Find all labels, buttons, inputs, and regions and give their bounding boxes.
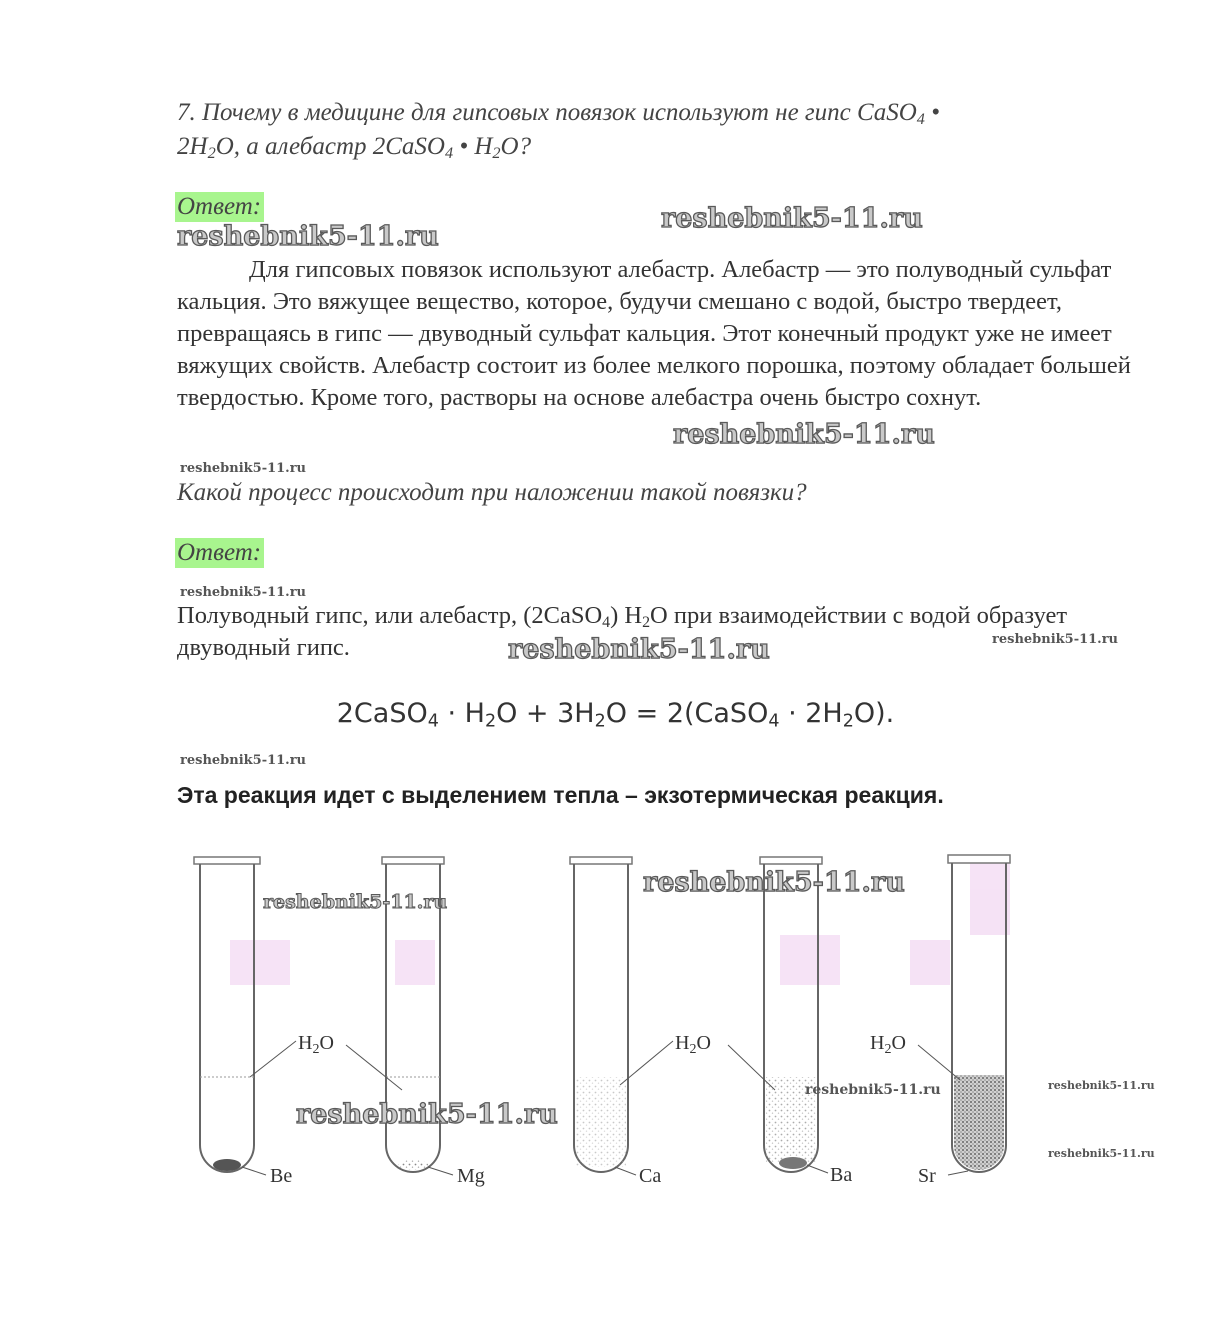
watermark-small: reshebnik5-11.ru <box>180 753 307 768</box>
watermark-small: reshebnik5-11.ru <box>805 1082 941 1098</box>
h2o-label-1: $H_2O$ <box>298 1032 334 1057</box>
watermark: reshebnik5-11.ru <box>177 221 439 252</box>
metal-label-ba: Ba <box>830 1164 853 1186</box>
metal-label-ca: Ca <box>639 1165 662 1187</box>
test-tube-be <box>194 857 260 1172</box>
watermark-small: reshebnik5-11.ru <box>1048 1079 1155 1092</box>
watermark: reshebnik5-11.ru <box>673 419 935 450</box>
watermark: reshebnik5-11.ru <box>296 1099 558 1130</box>
conclusion-text: Эта реакция идет с выделением тепла – экзотермическая реакция. <box>177 782 944 808</box>
answer-2-text: Полуводный гипс, или алебастр, (2CaSO$_4$) $H_2O$ при взаимодействии с водой образует двуводный гипс. <box>177 602 1068 661</box>
watermark: reshebnik5-11.ru <box>643 867 905 898</box>
metal-label-sr: Sr <box>918 1165 936 1187</box>
question-2: Какой процесс происходит при наложении такой повязки? <box>177 479 807 506</box>
watermark-small: reshebnik5-11.ru <box>1048 1147 1155 1160</box>
metal-label-be: Be <box>270 1165 293 1187</box>
watermark-small: reshebnik5-11.ru <box>992 632 1119 647</box>
question-1: 7. Почему в медицине для гипсовых повязок используют не гипс CaSO$_4$ • $2H_2O$, а алебастр 2CaSO$_4$ • $H_2O$? <box>177 99 940 163</box>
answer-label: Ответ: <box>175 192 264 222</box>
test-tube-ba <box>760 857 822 1172</box>
watermark-small: reshebnik5-11.ru <box>180 585 307 600</box>
h2o-label-2: $H_2O$ <box>675 1032 711 1057</box>
h2o-label-3: $H_2O$ <box>870 1032 906 1057</box>
watermark: reshebnik5-11.ru <box>508 634 770 665</box>
answer-1-text: Для гипсовых повязок используют алебастр. Алебастр — это полуводный сульфат кальция. Это вяжущее вещество, которое, будучи смешано с водой, быстро твердеет, превращаясь в гипс — двуводный сульфат кальция. Этот конечный продукт уже не имеет вяжущих свойств. Алебастр состоит из более мелкого порошка, поэтому обладает большей твердостью. Кроме того, растворы на основе алебастра очень быстро сохнут. <box>177 256 1131 411</box>
watermark: reshebnik5-11.ru <box>263 891 448 913</box>
test-tube-ca <box>570 857 632 1172</box>
reaction-equation: 2CaSO$_4$ · $H_2O + 3H_2O$ = 2(CaSO$_4$ · $2H_2O$). <box>336 698 895 732</box>
metal-label-mg: Mg <box>457 1165 485 1187</box>
watermark-small: reshebnik5-11.ru <box>180 461 307 476</box>
watermark: reshebnik5-11.ru <box>661 203 923 234</box>
answer-label: Ответ: <box>175 538 264 568</box>
